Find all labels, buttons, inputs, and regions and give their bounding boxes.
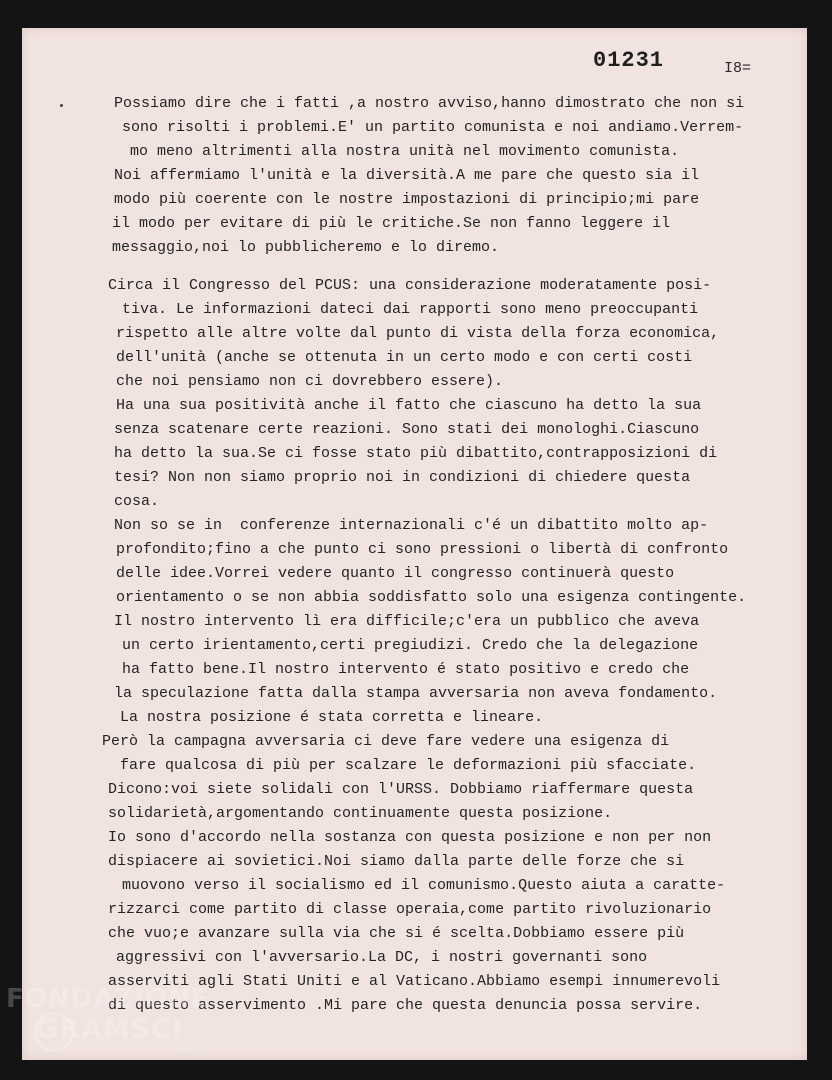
body-line: tiva. Le informazioni dateci dai rapporti sono meno preoccupanti	[122, 301, 699, 318]
body-line: un certo irientamento,certi pregiudizi. Credo che la delegazione	[122, 637, 699, 654]
body-line: mo meno altrimenti alla nostra unità nel movimento comunista.	[130, 143, 680, 160]
paper-speck	[60, 104, 63, 107]
body-line: Non so se in conferenze internazionali c'é un dibattito molto ap-	[114, 517, 709, 534]
body-line: tesi? Non non siamo proprio noi in condizioni di chiedere questa	[114, 469, 691, 486]
body-line: modo più coerente con le nostre impostazioni di principio;mi pare	[114, 191, 700, 208]
body-line: dell'unità (anche se ottenuta in un certo modo e con certi costi	[116, 349, 693, 366]
body-line: orientamento o se non abbia soddisfatto solo una esigenza contingente.	[116, 589, 747, 606]
body-line: sono risolti i problemi.E' un partito comunista e noi andiamo.Verrem-	[122, 119, 744, 136]
body-line: asserviti agli Stati Uniti e al Vaticano.Abbiamo esempi innumerevoli	[108, 973, 721, 990]
body-line: Circa il Congresso del PCUS: una considerazione moderatamente posi-	[108, 277, 712, 294]
body-line: aggressivi con l'avversario.La DC, i nostri governanti sono	[116, 949, 648, 966]
body-line: fare qualcosa di più per scalzare le deformazioni più sfacciate.	[120, 757, 697, 774]
body-line: messaggio,noi lo pubblicheremo e lo diremo.	[112, 239, 500, 256]
body-line: ha detto la sua.Se ci fosse stato più dibattito,contrapposizioni di	[114, 445, 718, 462]
body-line: Ha una sua positività anche il fatto che ciascuno ha detto la sua	[116, 397, 702, 414]
body-line: il modo per evitare di più le critiche.Se non fanno leggere il	[112, 215, 671, 232]
watermark-line3: onlus	[174, 1045, 199, 1055]
body-line: La nostra posizione é stata corretta e lineare.	[120, 709, 544, 726]
body-line: dispiacere ai sovietici.Noi siamo dalla parte delle forze che si	[108, 853, 685, 870]
body-line: Però la campagna avversaria ci deve fare vedere una esigenza di	[102, 733, 670, 750]
body-line: profondito;fino a che punto ci sono pressioni o libertà di confronto	[116, 541, 729, 558]
body-line: cosa.	[114, 493, 160, 510]
watermark-line1: FONDAZIONE	[6, 984, 210, 1014]
body-line: Noi affermiamo l'unità e la diversità.A me pare che questo sia il	[114, 167, 700, 184]
body-line: Io sono d'accordo nella sostanza con questa posizione e non per non	[108, 829, 712, 846]
body-line: muovono verso il socialismo ed il comunismo.Questo aiuta a caratte-	[122, 877, 726, 894]
body-line: Il nostro intervento lì era difficile;c'era un pubblico che aveva	[114, 613, 700, 630]
body-line: senza scatenare certe reazioni. Sono stati dei monologhi.Ciascuno	[114, 421, 700, 438]
body-line: delle idee.Vorrei vedere quanto il congresso continuerà questo	[116, 565, 675, 582]
body-line: di questo asservimento .Mi pare che questa denuncia possa servire.	[108, 997, 703, 1014]
body-line: che vuo;e avanzare sulla via che si é scelta.Dobbiamo essere più	[108, 925, 685, 942]
body-line: solidarietà,argomentando continuamente questa posizione.	[108, 805, 613, 822]
body-line: Dicono:voi siete solidali con l'URSS. Dobbiamo riaffermare questa	[108, 781, 694, 798]
body-line: la speculazione fatta dalla stampa avversaria non aveva fondamento.	[114, 685, 718, 702]
body-line: Possiamo dire che i fatti ,a nostro avviso,hanno dimostrato che non si	[114, 95, 745, 112]
document-number: 01231	[593, 48, 665, 73]
body-line: che noi pensiamo non ci dovrebbero essere).	[116, 373, 504, 390]
watermark-line2: GRAMSCI	[36, 1014, 184, 1045]
page-number: I8=	[724, 60, 752, 77]
body-line: rizzarci come partito di classe operaia,come partito rivoluzionario	[108, 901, 712, 918]
body-line: ha fatto bene.Il nostro intervento é stato positivo e credo che	[122, 661, 690, 678]
body-line: rispetto alle altre volte dal punto di vista della forza economica,	[116, 325, 720, 342]
